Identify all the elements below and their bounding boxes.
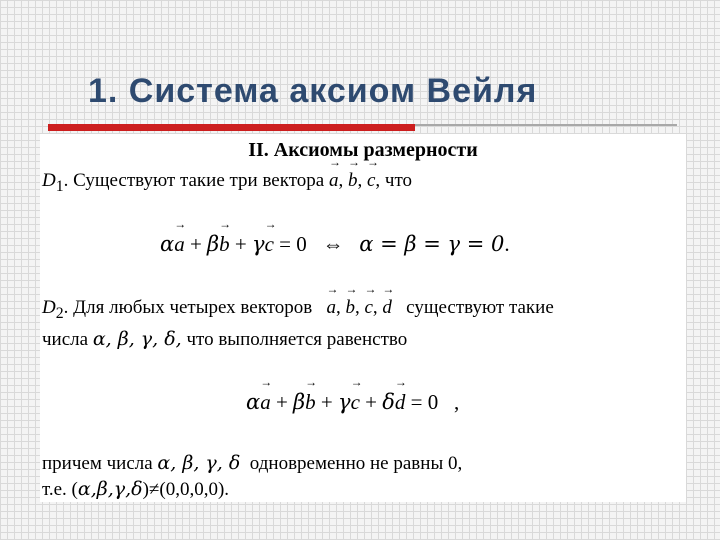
equation-rhs: = 0 bbox=[279, 232, 307, 256]
section-heading: II. Аксиомы размерности bbox=[248, 139, 478, 161]
axiom-d2-text: . Для любых четырех векторов bbox=[63, 297, 313, 318]
vector-a: → a bbox=[329, 170, 339, 192]
vector-a: → a bbox=[326, 297, 336, 319]
axiom-d2-equation: α→ a + β→ b + γ→ c + δ→ d = 0 , bbox=[246, 390, 459, 415]
axiom-d2-line2: числа α, β, γ, δ, что выполняется равенство bbox=[42, 328, 408, 350]
equation-rhs: = 0 bbox=[410, 390, 439, 414]
iff-symbol: ⇔ bbox=[322, 232, 344, 256]
axiom-d2-statement: $D_2$. Для любых четырех векторов → a, → b, → c, → d существуют такие bbox=[42, 297, 554, 323]
axiom-d1-text-end: , что bbox=[375, 170, 413, 191]
axiom-d2-index: 2 bbox=[55, 304, 64, 322]
title-accent-bar bbox=[48, 124, 415, 131]
axiom-d1-equation: α→ a + β→ b + γ→ c = 0 ⇔ α = β = γ = 0. bbox=[160, 232, 510, 257]
axiom-content-panel bbox=[40, 134, 686, 502]
title-divider-line bbox=[415, 124, 677, 126]
axiom-d1-text: . Существуют такие три вектора bbox=[63, 170, 325, 191]
axiom-d2-label: D bbox=[42, 297, 56, 318]
axiom-d2-note: причем числа α, β, γ, δ одновременно не равны 0, bbox=[42, 452, 463, 474]
vector-c: → c bbox=[364, 297, 372, 319]
axiom-d2-ie: т.е. (α,β,γ,δ)≠(0,0,0,0). bbox=[42, 478, 230, 500]
axiom-d1-statement: $D_1$. Существуют такие три вектора → a, → b, → c, что bbox=[42, 170, 412, 196]
vector-b: → b bbox=[348, 170, 358, 192]
axiom-d1-index: 1 bbox=[55, 177, 64, 195]
axiom-d1-label: D bbox=[42, 170, 56, 191]
axiom-d2-text-end: существуют такие bbox=[406, 297, 554, 318]
vector-b: → b bbox=[345, 297, 355, 319]
coefficient-list: α, β, γ, δ, bbox=[92, 328, 182, 350]
slide-title: 1. Система аксиом Вейля bbox=[88, 72, 538, 110]
vector-c: → c bbox=[367, 170, 375, 192]
vector-d: → d bbox=[382, 297, 392, 319]
equation-condition: α = β = γ = 0 bbox=[359, 232, 505, 256]
